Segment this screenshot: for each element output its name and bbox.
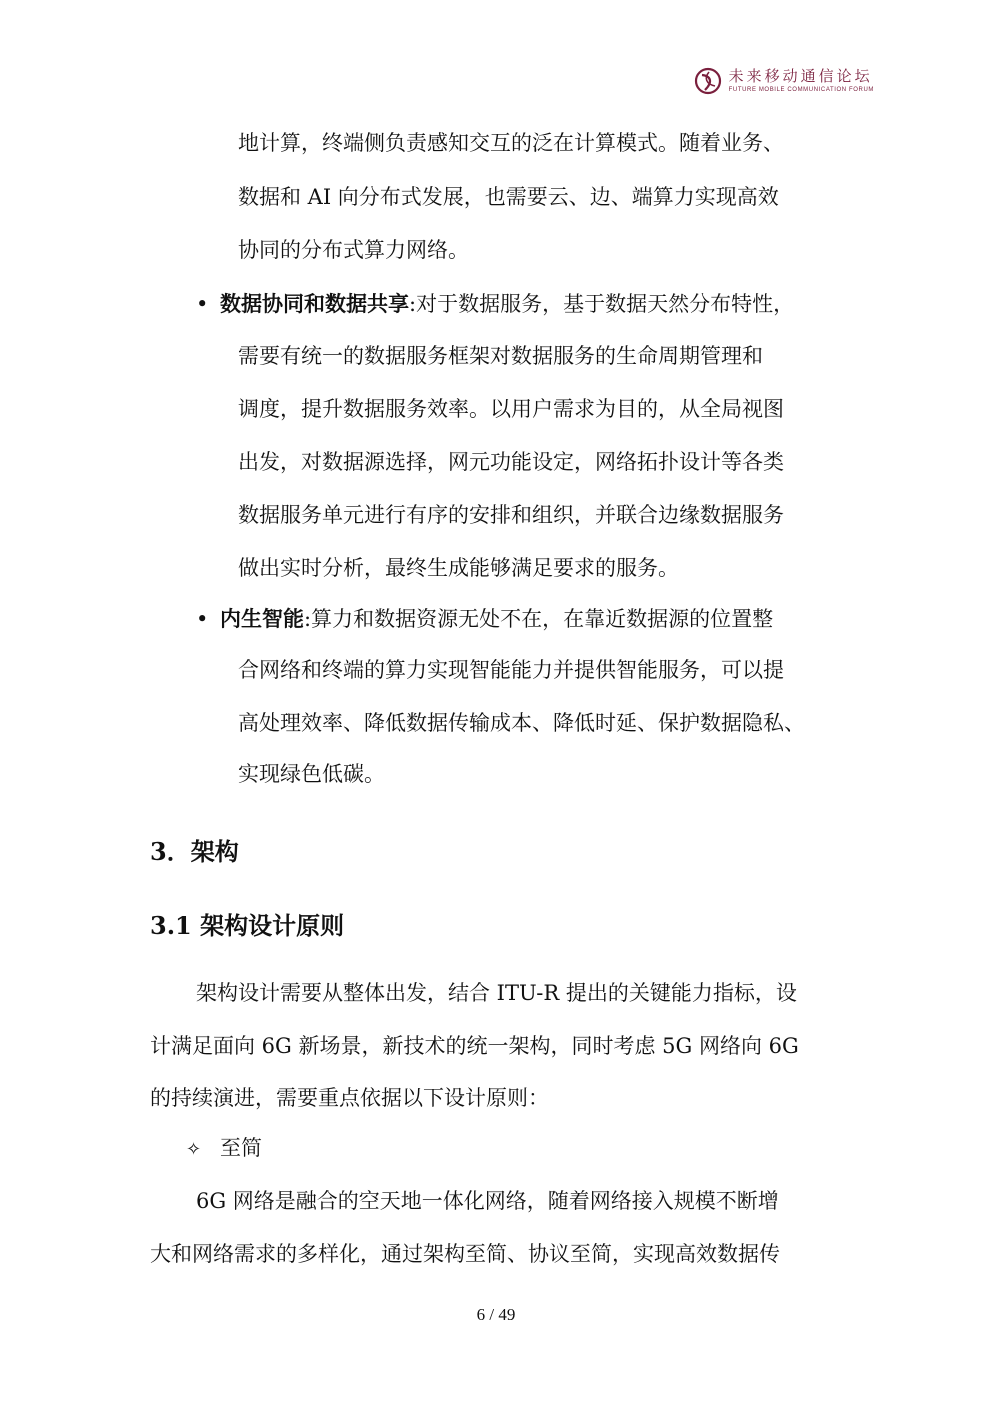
principle-item [186,1138,262,1159]
forum-logo-icon [693,66,723,96]
bullet-marker: • [196,607,209,631]
bullet-text: :算力和数据资源无处不在，在靠近数据源的位置整 [304,607,774,631]
bullet-native-intelligence [196,608,773,630]
paragraph-line: 做出实时分析，最终生成能够满足要求的服务。 [238,556,679,580]
paragraph-line: 地计算，终端侧负责感知交互的泛在计算模式。随着业务、 [238,131,784,155]
paragraph-line: 架构设计需要从整体出发，结合 ITU-R 提出的关键能力指标，设 [196,981,797,1005]
subsection-heading: 3.1 架构设计原则 [150,911,345,940]
paragraph-line: 调度，提升数据服务效率。以用户需求为目的，从全局视图 [238,397,784,421]
logo-chinese-name: 未来移动通信论坛 [728,67,873,85]
paragraph-line: 的持续演进，需要重点依据以下设计原则： [150,1086,549,1110]
paragraph-line: 协同的分布式算力网络。 [238,238,469,262]
paragraph-line: 计满足面向 6G 新场景，新技术的统一架构，同时考虑 5G 网络向 6G [150,1034,799,1058]
logo-english-name: FUTURE MOBILE COMMUNICATION FORUM [728,87,874,93]
paragraph-line: 实现绿色低碳。 [238,762,385,786]
paragraph-line: 合网络和终端的算力实现智能能力并提供智能服务，可以提 [238,658,784,682]
paragraph-line: 数据服务单元进行有序的安排和组织，并联合边缘数据服务 [238,503,784,527]
diamond-bullet-icon: ✧ [186,1139,202,1160]
paragraph-line: 大和网络需求的多样化，通过架构至简、协议至简，实现高效数据传 [150,1242,780,1266]
page-number: 6 / 49 [476,1305,516,1324]
paragraph-line: 数据和 AI 向分布式发展，也需要云、边、端算力实现高效 [238,185,779,209]
paragraph-line: 高处理效率、降低数据传输成本、降低时延、保护数据隐私、 [238,711,805,735]
bullet-text: :对于数据服务，基于数据天然分布特性， [409,292,795,316]
bullet-title: 内生智能 [220,606,304,631]
paragraph-line: 出发，对数据源选择，网元功能设定，网络拓扑设计等各类 [238,450,784,474]
bullet-marker: • [196,292,209,316]
bullet-title: 数据协同和数据共享 [220,291,409,316]
paragraph-line: 需要有统一的数据服务框架对数据服务的生命周期管理和 [238,344,763,368]
paragraph-line: 6G 网络是融合的空天地一体化网络，随着网络接入规模不断增 [196,1189,779,1213]
forum-logo [693,66,874,96]
principle-label: 至简 [220,1136,262,1160]
bullet-data-collaboration [196,293,794,315]
section-heading: 3．架构 [150,837,239,866]
